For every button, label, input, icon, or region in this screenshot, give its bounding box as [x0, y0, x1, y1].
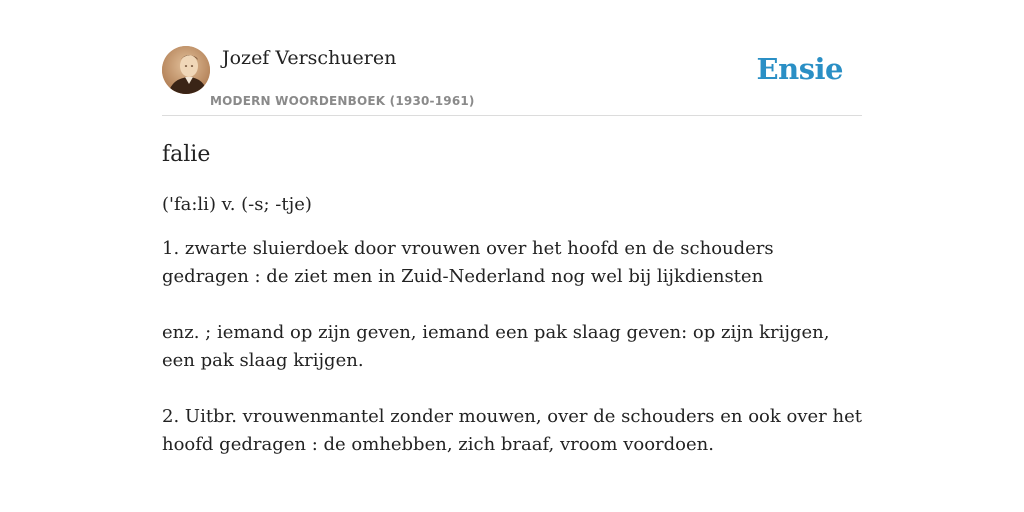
author-name[interactable]: Jozef Verschueren	[222, 47, 397, 69]
author-portrait-icon	[162, 46, 210, 94]
source-label[interactable]: MODERN WOORDENBOEK (1930-1961)	[210, 94, 475, 108]
card-header	[162, 46, 862, 116]
ensie-logo[interactable]: Ensie	[756, 52, 843, 86]
definition-paragraph: 2. Uitbr. vrouwenmantel zonder mouwen, over de schouders en ook over het hoofd gedragen : de omhebben, zich braaf, vroom voordoen.	[162, 406, 862, 455]
author-avatar[interactable]	[162, 46, 210, 94]
entry-definition	[162, 235, 862, 459]
definition-paragraph: enz. ; iemand op zijn geven, iemand een pak slaag geven: op zijn krijgen, een pak slaag krijgen.	[162, 322, 830, 371]
definition-paragraph: 1. zwarte sluierdoek door vrouwen over het hoofd en de schouders gedragen : de ziet men in Zuid-Nederland nog wel bij lijkdiensten	[162, 238, 774, 287]
definition-card	[162, 46, 862, 487]
entry-pronunciation: ('fa:li) v. (-s; -tje)	[162, 194, 312, 215]
entry-term: falie	[162, 142, 211, 167]
